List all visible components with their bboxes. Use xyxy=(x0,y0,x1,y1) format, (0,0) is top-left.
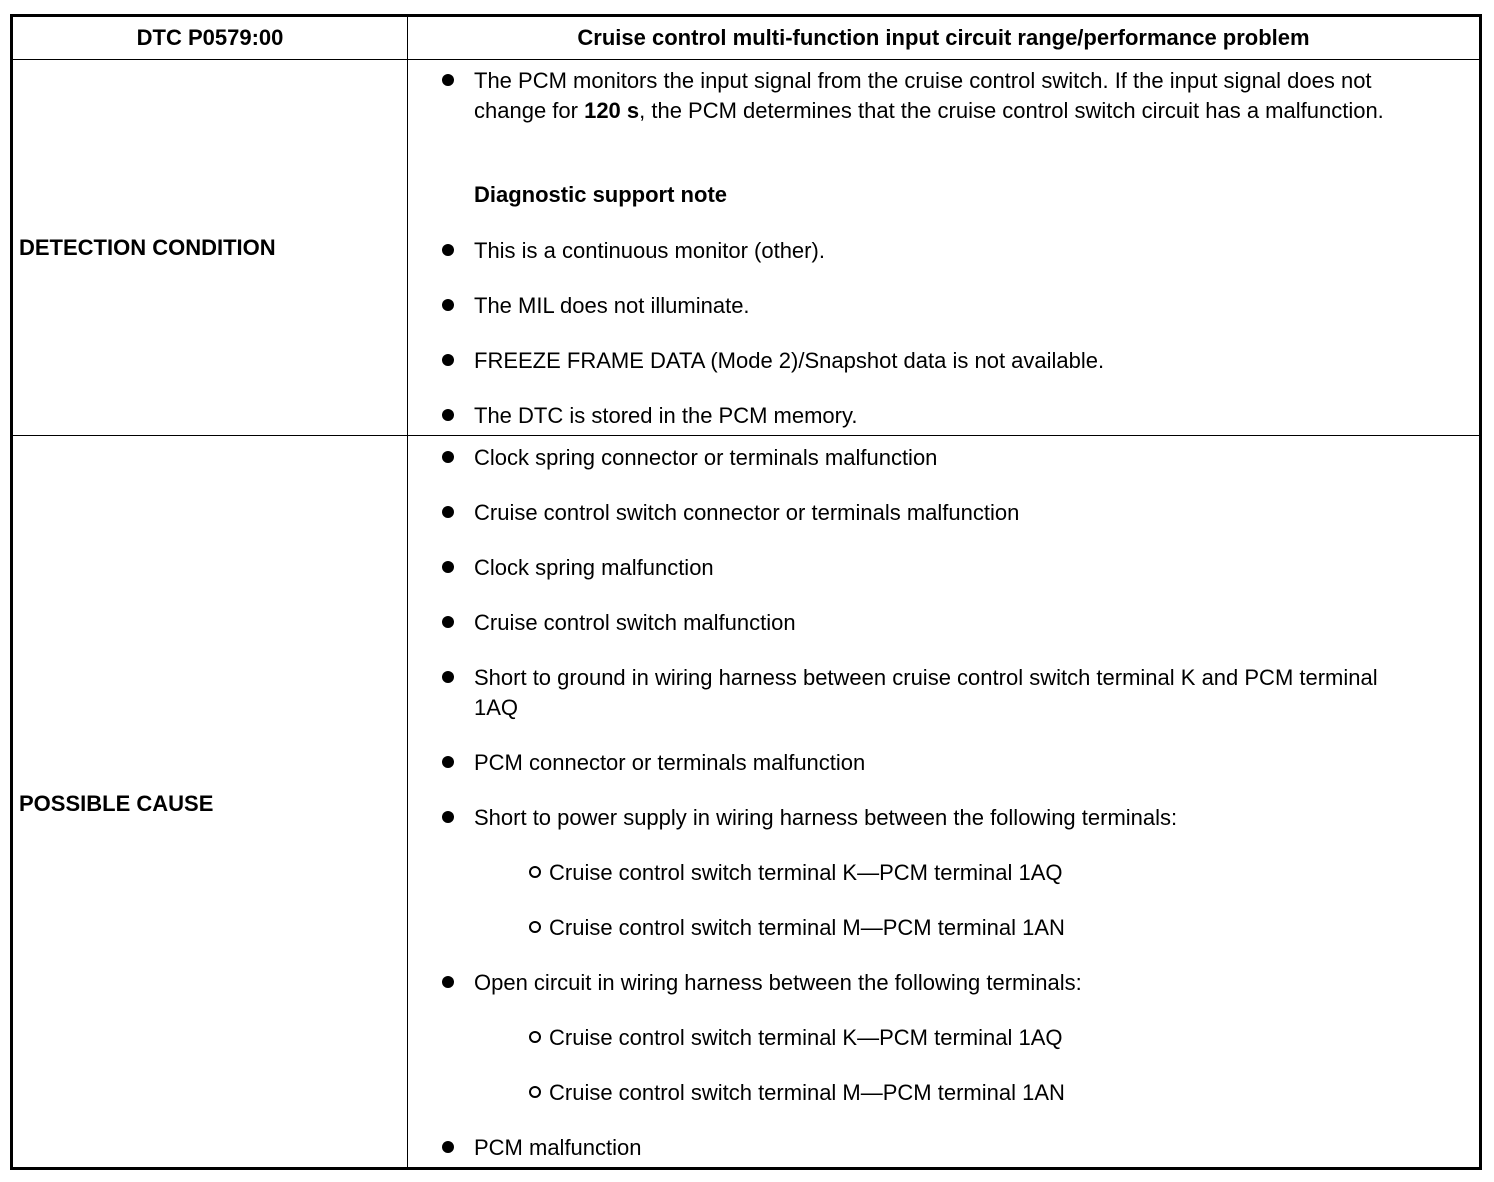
bullet-icon xyxy=(442,811,454,823)
cause-item: Short to ground in wiring harness between cruise control switch terminal K and PCM terminal 1AQ xyxy=(474,665,1378,720)
monitor-text-end: , the PCM determines that the cruise control switch circuit has a malfunction. xyxy=(639,98,1384,123)
cause-item: Cruise control switch connector or terminals malfunction xyxy=(474,500,1020,525)
detection-item: FREEZE FRAME DATA (Mode 2)/Snapshot data is not available. xyxy=(474,348,1105,373)
sub-bullet-icon xyxy=(529,1031,541,1043)
cause-item: PCM malfunction xyxy=(474,1135,642,1160)
cause-item: Cruise control switch malfunction xyxy=(474,610,796,635)
detection-item: The MIL does not illuminate. xyxy=(474,293,750,318)
bullet-icon xyxy=(442,506,454,518)
bullet-icon xyxy=(442,409,454,421)
header-divider xyxy=(13,59,1479,60)
cause-item: Open circuit in wiring harness between the following terminals: xyxy=(474,970,1082,995)
monitor-time-value: 120 s xyxy=(584,98,640,123)
cause-item: Short to power supply in wiring harness between the following terminals: xyxy=(474,805,1178,830)
detection-item: The DTC is stored in the PCM memory. xyxy=(474,403,858,428)
dtc-title-header: Cruise control multi-function input circuit range/performance problem xyxy=(577,25,1310,50)
bullet-icon xyxy=(442,561,454,573)
bullet-icon xyxy=(442,671,454,683)
bullet-icon xyxy=(442,451,454,463)
row-divider xyxy=(13,435,1479,436)
monitor-text-start: The PCM monitors the input signal from the cruise control switch. If the input signal does not change for xyxy=(474,68,1372,123)
detection-condition-label: DETECTION CONDITION xyxy=(19,235,276,260)
detection-item: This is a continuous monitor (other). xyxy=(474,238,825,263)
sub-bullet-icon xyxy=(529,1086,541,1098)
sub-bullet-icon xyxy=(529,866,541,878)
detection-monitor-text xyxy=(474,66,1434,126)
diagnostic-support-note-title: Diagnostic support note xyxy=(474,182,727,207)
bullet-icon xyxy=(442,74,454,86)
bullet-icon xyxy=(442,354,454,366)
bullet-icon xyxy=(442,1141,454,1153)
bullet-icon xyxy=(442,976,454,988)
cause-item: Clock spring connector or terminals malfunction xyxy=(474,445,938,470)
cause-subitem: Cruise control switch terminal K—PCM terminal 1AQ xyxy=(549,1025,1063,1050)
cause-item: PCM connector or terminals malfunction xyxy=(474,750,866,775)
dtc-code-header: DTC P0579:00 xyxy=(136,25,284,50)
possible-cause-label: POSSIBLE CAUSE xyxy=(19,791,214,816)
cause-item: Clock spring malfunction xyxy=(474,555,714,580)
bullet-icon xyxy=(442,756,454,768)
sub-bullet-icon xyxy=(529,921,541,933)
cause-subitem: Cruise control switch terminal M—PCM terminal 1AN xyxy=(549,1080,1065,1105)
cause-subitem: Cruise control switch terminal M—PCM terminal 1AN xyxy=(549,915,1065,940)
bullet-icon xyxy=(442,244,454,256)
cause-subitem: Cruise control switch terminal K—PCM terminal 1AQ xyxy=(549,860,1063,885)
bullet-icon xyxy=(442,616,454,628)
bullet-icon xyxy=(442,299,454,311)
column-divider xyxy=(407,17,408,1167)
